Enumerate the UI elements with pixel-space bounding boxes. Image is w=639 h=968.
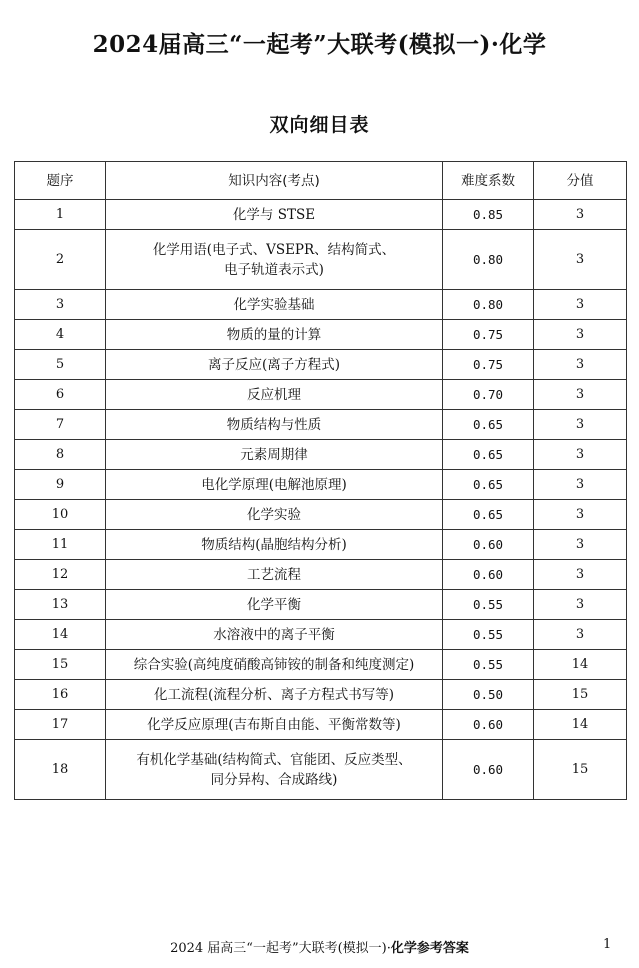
cell-content [106,380,443,410]
footer-bold-text: 化学参考答案 [390,941,469,956]
cell-difficulty: 0.65 [443,500,534,530]
cell-score: 14 [534,650,627,680]
content-line: 化学用语(电子式、VSEPR、结构简式、 [152,241,396,258]
header-content: 知识内容(考点) [106,162,443,200]
cell-difficulty: 0.60 [443,740,534,800]
table-row [15,200,627,230]
cell-content [106,740,443,800]
table-row [15,230,627,290]
content-line: 水溶液中的离子平衡 [213,626,335,643]
cell-number: 2 [15,230,106,290]
table-row [15,740,627,800]
cell-content [106,560,443,590]
content-line: 化学实验 [247,506,301,523]
cell-content [106,680,443,710]
cell-score: 3 [534,530,627,560]
table-row [15,410,627,440]
cell-difficulty: 0.80 [443,230,534,290]
content-line: 化学反应原理(吉布斯自由能、平衡常数等) [147,716,401,733]
cell-number: 4 [15,320,106,350]
cell-difficulty: 0.65 [443,440,534,470]
content-line: 化工流程(流程分析、离子方程式书写等) [153,686,395,703]
cell-difficulty: 0.60 [443,560,534,590]
cell-content [106,470,443,500]
cell-difficulty: 0.85 [443,200,534,230]
cell-difficulty: 0.55 [443,650,534,680]
cell-difficulty: 0.60 [443,530,534,560]
table-body [15,200,627,800]
cell-content [106,200,443,230]
header-number: 题序 [15,162,106,200]
content-line: 综合实验(高纯度硝酸高铈铵的制备和纯度测定) [133,656,415,673]
cell-score: 15 [534,740,627,800]
table-title: 双向细目表 [269,114,370,136]
cell-content [106,350,443,380]
cell-content [106,410,443,440]
content-line: 反应机理 [247,386,301,403]
cell-difficulty: 0.70 [443,380,534,410]
cell-content [106,590,443,620]
cell-content [106,620,443,650]
content-line: 化学实验基础 [233,296,315,313]
page-title: 2024届高三“一起考”大联考(模拟一)·化学 [92,31,547,58]
cell-difficulty: 0.80 [443,290,534,320]
cell-content [106,440,443,470]
table-row [15,680,627,710]
cell-score: 3 [534,500,627,530]
cell-number: 16 [15,680,106,710]
content-line: 物质的量的计算 [226,326,322,343]
cell-difficulty: 0.75 [443,320,534,350]
cell-score: 14 [534,710,627,740]
table-row [15,440,627,470]
cell-number: 18 [15,740,106,800]
footer [0,937,639,956]
header-difficulty: 难度系数 [443,162,534,200]
cell-difficulty: 0.55 [443,620,534,650]
cell-score: 3 [534,440,627,470]
cell-score: 3 [534,620,627,650]
page-number: 1 [603,937,612,952]
cell-score: 3 [534,560,627,590]
content-line: 电子轨道表示式) [224,261,324,278]
cell-score: 3 [534,320,627,350]
cell-difficulty: 0.65 [443,470,534,500]
content-line: 电化学原理(电解池原理) [201,476,347,493]
content-line: 有机化学基础(结构简式、官能团、反应类型、 [136,751,412,768]
content-line: 离子反应(离子方程式) [207,356,341,373]
cell-number: 17 [15,710,106,740]
footer-text: 2024 届高三“一起考”大联考(模拟一)· [170,941,391,956]
table-row [15,470,627,500]
cell-number: 1 [15,200,106,230]
table-row [15,560,627,590]
cell-score: 15 [534,680,627,710]
cell-difficulty: 0.65 [443,410,534,440]
table-row [15,290,627,320]
table-row [15,650,627,680]
cell-content [106,710,443,740]
cell-difficulty: 0.60 [443,710,534,740]
cell-number: 7 [15,410,106,440]
content-line: 工艺流程 [247,566,301,583]
cell-content [106,290,443,320]
cell-number: 8 [15,440,106,470]
cell-number: 9 [15,470,106,500]
cell-score: 3 [534,410,627,440]
cell-content [106,320,443,350]
cell-difficulty: 0.55 [443,590,534,620]
table-row [15,620,627,650]
table-header-row [15,162,627,200]
content-line: 化学与 STSE [232,206,316,223]
cell-score: 3 [534,350,627,380]
table-row [15,530,627,560]
cell-content [106,650,443,680]
cell-number: 15 [15,650,106,680]
table-row [15,710,627,740]
table-row [15,500,627,530]
table-row [15,350,627,380]
cell-number: 14 [15,620,106,650]
cell-score: 3 [534,590,627,620]
content-line: 元素周期律 [240,446,308,463]
cell-number: 6 [15,380,106,410]
content-line: 物质结构(晶胞结构分析) [201,536,347,553]
cell-number: 5 [15,350,106,380]
content-line: 化学平衡 [247,596,301,613]
cell-number: 11 [15,530,106,560]
cell-number: 12 [15,560,106,590]
content-line: 同分异构、合成路线) [210,771,338,788]
cell-score: 3 [534,230,627,290]
cell-score: 3 [534,470,627,500]
cell-content [106,230,443,290]
table-row [15,590,627,620]
cell-number: 3 [15,290,106,320]
table-row [15,320,627,350]
cell-content [106,530,443,560]
content-line: 物质结构与性质 [226,416,322,433]
cell-score: 3 [534,200,627,230]
cell-difficulty: 0.75 [443,350,534,380]
cell-difficulty: 0.50 [443,680,534,710]
spec-table [14,161,627,800]
header-score: 分值 [534,162,627,200]
cell-score: 3 [534,380,627,410]
cell-number: 10 [15,500,106,530]
cell-number: 13 [15,590,106,620]
cell-content [106,500,443,530]
cell-score: 3 [534,290,627,320]
table-row [15,380,627,410]
